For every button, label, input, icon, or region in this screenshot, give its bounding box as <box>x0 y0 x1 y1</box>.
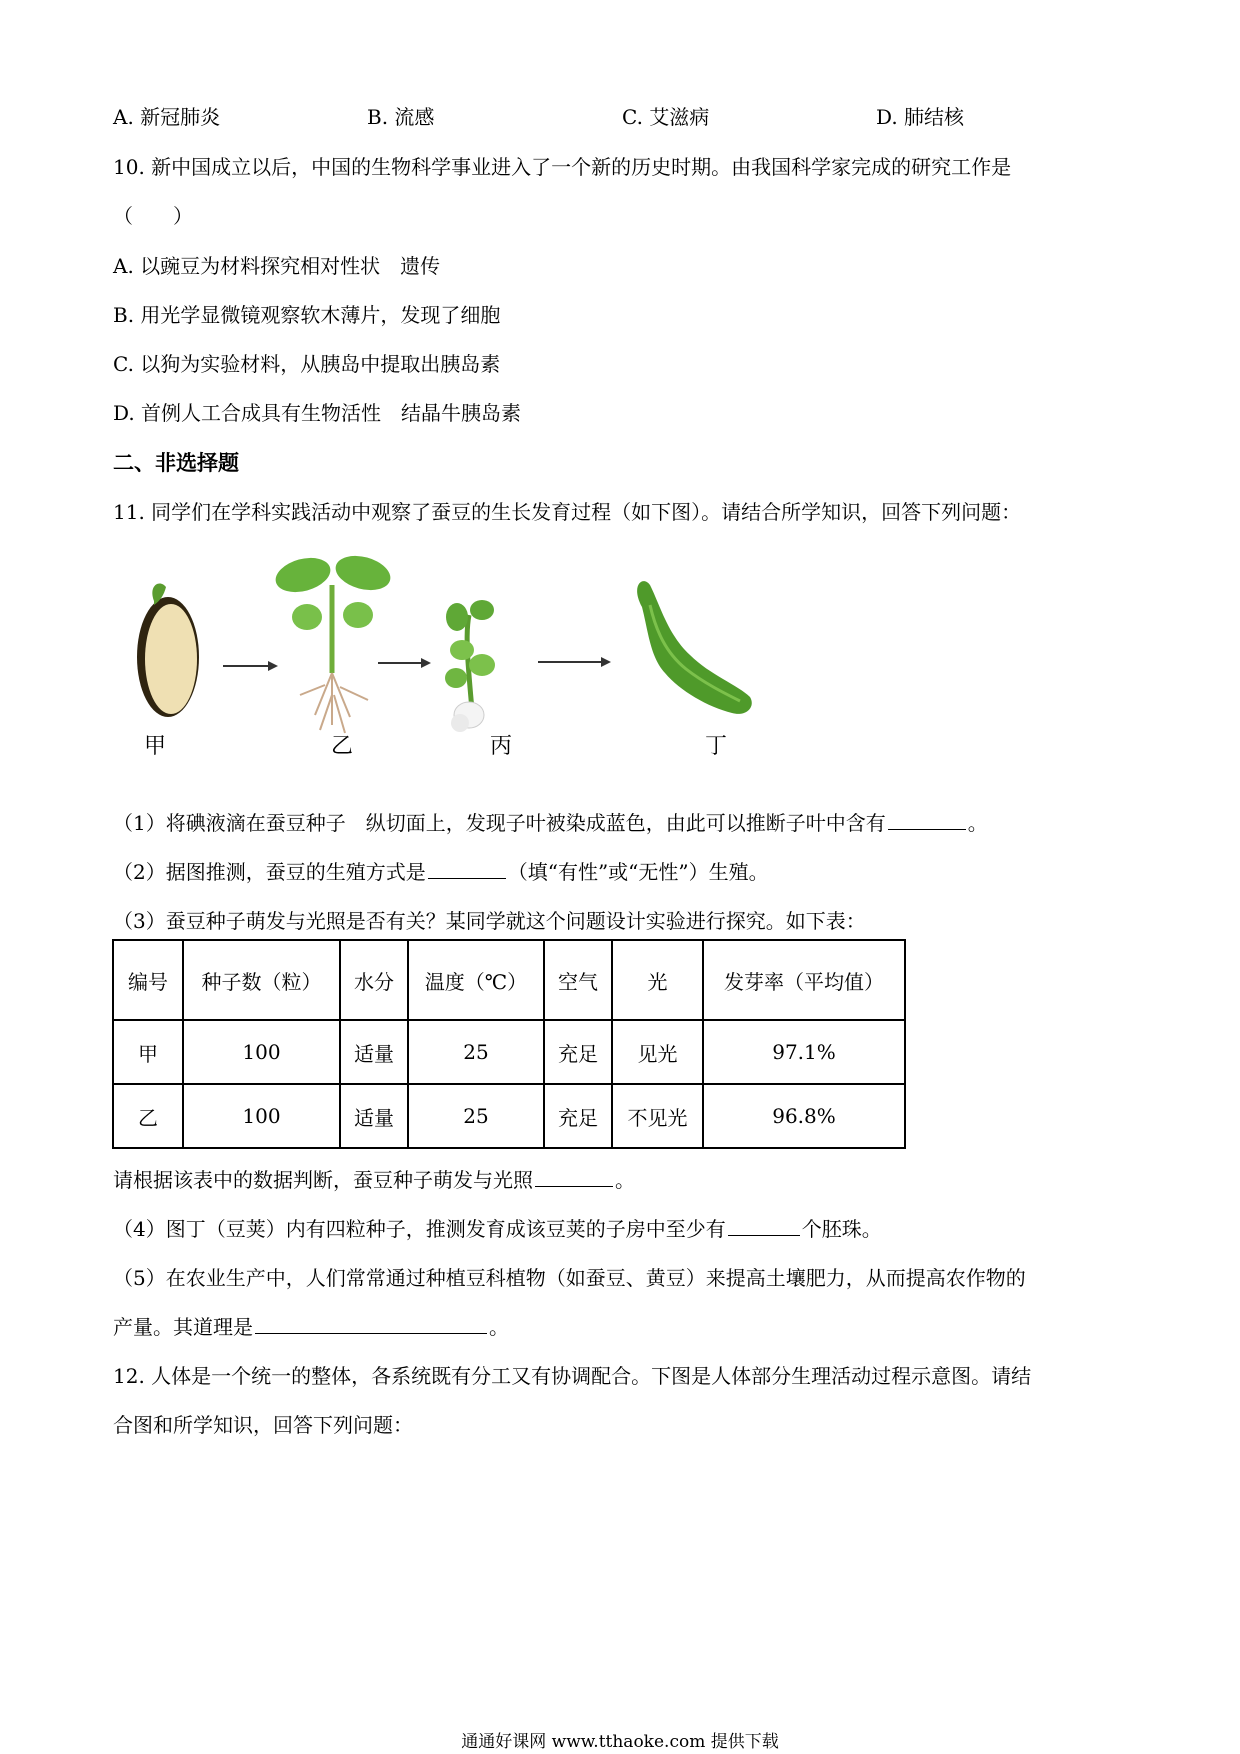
figure-label-jia: 甲 <box>144 734 167 759</box>
q11-part1-end: 。 <box>967 811 988 835</box>
seedling-illustration <box>272 550 394 733</box>
bean-growth-figure <box>120 545 780 770</box>
q11-part5-cont <box>113 1313 509 1341</box>
figure-label-yi: 乙 <box>331 734 354 759</box>
table-header-cell: 发芽率（平均值） <box>703 940 905 1020</box>
table-header-cell: 编号 <box>113 940 183 1020</box>
q11-part3-conclusion-text: 请根据该表中的数据判断，蚕豆种子萌发与光照 <box>113 1168 533 1192</box>
q11-part5: （5）在农业生产中，人们常常通过种植豆科植物（如蚕豆、黄豆）来提高土壤肥力，从而提高农作物的 <box>113 1266 1026 1290</box>
table-cell: 25 <box>408 1020 544 1084</box>
table-cell: 乙 <box>113 1084 183 1148</box>
q11-part3-conclusion <box>113 1166 635 1194</box>
q9-option-a: A. 新冠肺炎 <box>113 105 221 129</box>
q11-part4-end: 个胚珠。 <box>801 1217 882 1241</box>
q11-part4 <box>113 1215 882 1243</box>
q11-part2-end: （填“有性”或“无性”）生殖。 <box>507 860 769 884</box>
table-cell: 适量 <box>340 1020 408 1084</box>
page-footer: 通通好课网 www.tthaoke.com 提供下载 <box>461 1732 779 1752</box>
answer-blank[interactable] <box>888 809 966 830</box>
arrow-2-icon <box>378 658 431 668</box>
q12-stem-line2: 合图和所学知识，回答下列问题： <box>113 1413 413 1437</box>
answer-blank[interactable] <box>255 1313 487 1334</box>
q10-option-c: C. 以狗为实验材料，从胰岛中提取出胰岛素 <box>113 352 501 376</box>
table-header-cell: 光 <box>612 940 703 1020</box>
q11-stem: 11. 同学们在学科实践活动中观察了蚕豆的生长发育过程（如下图）。请结合所学知识，回答下列问题： <box>113 500 1022 524</box>
q10-option-b: B. 用光学显微镜观察软木薄片，发现了细胞 <box>113 303 501 327</box>
q11-part5-text: 产量。其道理是 <box>113 1315 253 1339</box>
table-cell: 不见光 <box>612 1084 703 1148</box>
section-heading: 二、非选择题 <box>113 451 239 475</box>
table-cell: 25 <box>408 1084 544 1148</box>
table-cell: 97.1% <box>703 1020 905 1084</box>
figure-label-ding: 丁 <box>705 734 728 759</box>
flowering-plant-illustration <box>445 600 495 732</box>
arrow-1-icon <box>223 661 278 671</box>
table-header-cell: 空气 <box>544 940 612 1020</box>
bean-pod-illustration <box>637 581 752 714</box>
table-header-cell: 种子数（粒） <box>183 940 340 1020</box>
table-row <box>113 1020 905 1084</box>
q9-option-b: B. 流感 <box>367 105 435 129</box>
answer-blank[interactable] <box>428 858 506 879</box>
q10-answer-paren: （ ） <box>113 204 193 228</box>
table-cell: 适量 <box>340 1084 408 1148</box>
table-cell: 100 <box>183 1020 340 1084</box>
q11-part2-text: （2）据图推测，蚕豆的生殖方式是 <box>113 860 426 884</box>
q11-part2 <box>113 858 769 886</box>
table-cell: 96.8% <box>703 1084 905 1148</box>
answer-blank[interactable] <box>535 1166 613 1187</box>
q11-part4-text: （4）图丁（豆荚）内有四粒种子，推测发育成该豆荚的子房中至少有 <box>113 1217 726 1241</box>
q10-option-a: A. 以豌豆为材料探究相对性状 遗传 <box>113 254 441 278</box>
answer-blank[interactable] <box>728 1215 800 1236</box>
q11-part3-conclusion-end: 。 <box>615 1168 635 1192</box>
arrow-3-icon <box>538 657 611 667</box>
q10-option-d: D. 首例人工合成具有生物活性 结晶牛胰岛素 <box>113 401 522 425</box>
table-cell: 100 <box>183 1084 340 1148</box>
q11-part1-text: （1）将碘液滴在蚕豆种子 纵切面上，发现子叶被染成蓝色，由此可以推断子叶中含有 <box>113 811 886 835</box>
table-header-cell: 水分 <box>340 940 408 1020</box>
seed-illustration <box>137 583 199 717</box>
table-cell: 充足 <box>544 1084 612 1148</box>
table-header-row <box>113 940 905 1020</box>
table-cell: 见光 <box>612 1020 703 1084</box>
q9-option-c: C. 艾滋病 <box>622 105 710 129</box>
q11-part5-end: 。 <box>489 1315 509 1339</box>
table-header-cell: 温度（℃） <box>408 940 544 1020</box>
table-row <box>113 1084 905 1148</box>
q9-option-d: D. 肺结核 <box>876 105 965 129</box>
q10-stem: 10. 新中国成立以后，中国的生物科学事业进入了一个新的历史时期。由我国科学家完成的研究工作是 <box>113 155 1012 179</box>
figure-label-bing: 丙 <box>490 734 513 759</box>
table-cell: 甲 <box>113 1020 183 1084</box>
germination-table <box>112 939 906 1149</box>
q11-part3: （3）蚕豆种子萌发与光照是否有关？某同学就这个问题设计实验进行探究。如下表： <box>113 909 866 933</box>
bean-growth-illustration <box>120 545 780 770</box>
q12-stem-line1: 12. 人体是一个统一的整体，各系统既有分工又有协调配合。下图是人体部分生理活动过程示意图。请结 <box>113 1364 1032 1388</box>
q11-part1 <box>113 809 988 837</box>
table-cell: 充足 <box>544 1020 612 1084</box>
